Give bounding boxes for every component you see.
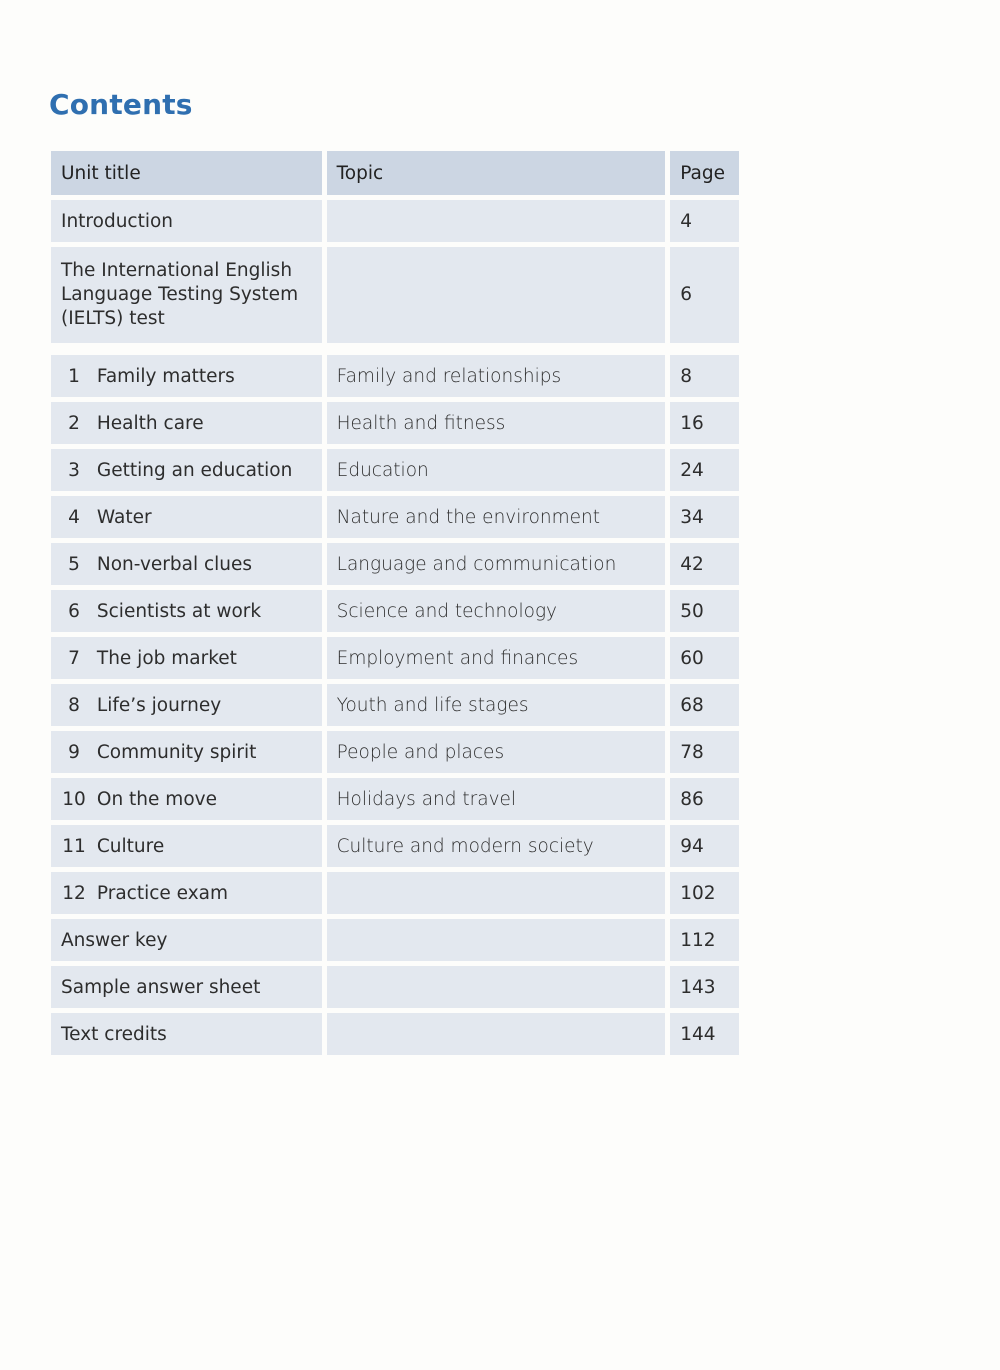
page-cell: 42 [670, 543, 739, 585]
unit-title-cell [51, 684, 322, 726]
topic-cell: Nature and the environment [327, 496, 666, 538]
topic-cell [327, 919, 666, 961]
table-header-row [51, 151, 739, 195]
page-cell: 112 [670, 919, 739, 961]
unit-title-cell: Sample answer sheet [51, 966, 322, 1008]
unit-title: Practice exam [96, 882, 229, 904]
page-cell: 60 [670, 637, 739, 679]
topic-cell [327, 247, 666, 343]
page-cell: 86 [670, 778, 739, 820]
unit-title-cell [51, 449, 322, 491]
unit-number: 8 [68, 694, 80, 716]
unit-title: Community spirit [96, 741, 257, 763]
unit-title-cell [51, 637, 322, 679]
unit-number: 9 [68, 741, 80, 763]
table-row [51, 825, 739, 867]
unit-title-cell [51, 402, 322, 444]
topic-cell: Language and communication [327, 543, 666, 585]
topic-cell [327, 872, 666, 914]
table-row [51, 355, 739, 397]
unit-title: Non-verbal clues [96, 553, 253, 575]
unit-title-cell [51, 590, 322, 632]
topic-cell [327, 1013, 666, 1055]
page-cell: 50 [670, 590, 739, 632]
unit-number: 5 [68, 553, 80, 575]
unit-number: 7 [68, 647, 80, 669]
unit-number: 1 [68, 365, 80, 387]
unit-title-cell [51, 355, 322, 397]
table-row [51, 247, 739, 343]
page-cell: 102 [670, 872, 739, 914]
table-row [51, 1013, 739, 1055]
table-row [51, 449, 739, 491]
unit-title-cell [51, 496, 322, 538]
topic-cell: Science and technology [327, 590, 666, 632]
page-cell: 143 [670, 966, 739, 1008]
table-row [51, 966, 739, 1008]
topic-cell: Employment and finances [327, 637, 666, 679]
unit-title-cell: Introduction [51, 200, 322, 242]
table-row [51, 731, 739, 773]
unit-title-cell: Answer key [51, 919, 322, 961]
page-cell: 68 [670, 684, 739, 726]
header-page: Page [670, 151, 739, 195]
unit-number: 6 [68, 600, 80, 622]
table-row [51, 590, 739, 632]
page-cell: 34 [670, 496, 739, 538]
unit-title: Health care [96, 412, 204, 434]
topic-cell: Culture and modern society [327, 825, 666, 867]
table-row [51, 684, 739, 726]
page-cell: 94 [670, 825, 739, 867]
unit-title-cell: The International English Language Testing System (IELTS) test [51, 247, 322, 343]
topic-cell [327, 200, 666, 242]
unit-title-cell [51, 778, 322, 820]
unit-title-cell [51, 543, 322, 585]
table-row [51, 637, 739, 679]
unit-number: 4 [68, 506, 80, 528]
topic-cell: Youth and life stages [327, 684, 666, 726]
topic-cell: Family and relationships [327, 355, 666, 397]
table-row [51, 543, 739, 585]
table-row [51, 778, 739, 820]
unit-title: Scientists at work [96, 600, 262, 622]
table-row [51, 402, 739, 444]
page-cell: 144 [670, 1013, 739, 1055]
table-row [51, 872, 739, 914]
header-unit-title: Unit title [51, 151, 322, 195]
table-row [51, 200, 739, 242]
unit-title-cell [51, 731, 322, 773]
unit-title: Life’s journey [96, 694, 222, 716]
page-cell: 78 [670, 731, 739, 773]
page-title: Contents [49, 88, 193, 121]
unit-title-cell: Text credits [51, 1013, 322, 1055]
topic-cell: People and places [327, 731, 666, 773]
unit-number: 12 [62, 882, 86, 904]
unit-title-cell [51, 825, 322, 867]
topic-cell: Holidays and travel [327, 778, 666, 820]
unit-title-cell [51, 872, 322, 914]
unit-title: Culture [96, 835, 165, 857]
topic-cell: Health and fitness [327, 402, 666, 444]
unit-number: 11 [62, 835, 86, 857]
topic-cell: Education [327, 449, 666, 491]
unit-number: 2 [68, 412, 80, 434]
unit-number: 3 [68, 459, 80, 481]
page-cell: 6 [670, 247, 739, 343]
topic-cell [327, 966, 666, 1008]
page-cell: 8 [670, 355, 739, 397]
table-row [51, 919, 739, 961]
page-cell: 24 [670, 449, 739, 491]
contents-table [46, 146, 744, 1060]
unit-number: 10 [62, 788, 86, 810]
unit-title: Getting an education [96, 459, 293, 481]
unit-title: The job market [96, 647, 237, 669]
unit-title: Water [96, 506, 152, 528]
header-topic: Topic [327, 151, 666, 195]
unit-title: Family matters [96, 365, 235, 387]
table-row [51, 496, 739, 538]
page-cell: 16 [670, 402, 739, 444]
page-cell: 4 [670, 200, 739, 242]
unit-title: On the move [96, 788, 217, 810]
